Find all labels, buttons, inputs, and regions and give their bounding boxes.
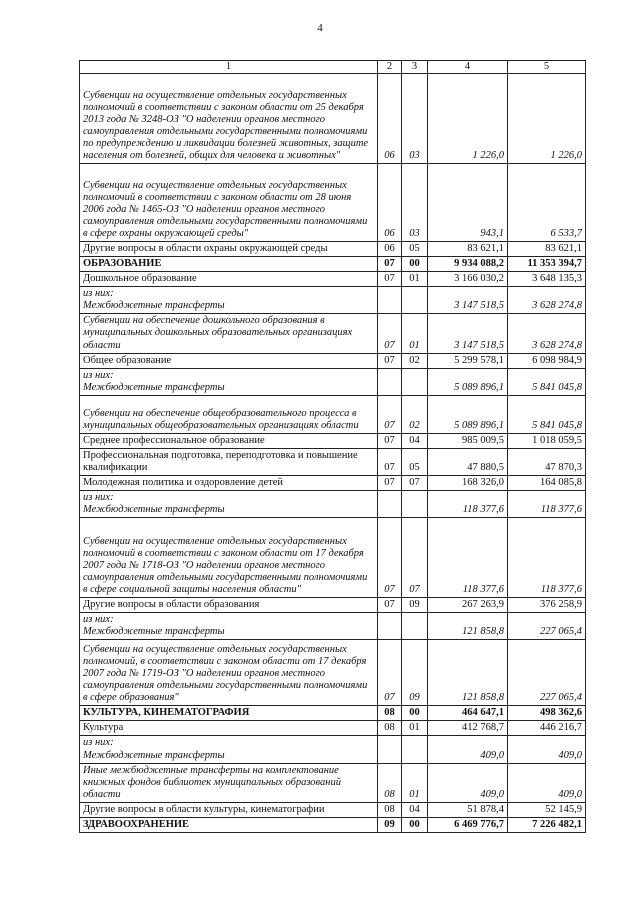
table-row xyxy=(80,491,586,518)
row-subsection-cell: 04 xyxy=(402,433,428,448)
row-subsection-cell: 09 xyxy=(402,598,428,613)
row-value-col5-cell: 227 065,4 xyxy=(508,613,586,640)
row-value-col4-cell: 121 858,8 xyxy=(428,640,508,706)
row-value-col4-cell: 5 089 896,1 xyxy=(428,368,508,395)
row-value-col4-cell: 1 226,0 xyxy=(428,74,508,164)
row-value-col4-cell: 409,0 xyxy=(428,736,508,763)
row-value-col4-cell: 6 469 776,7 xyxy=(428,817,508,832)
row-section-cell: 07 xyxy=(378,598,402,613)
table-body xyxy=(80,74,586,833)
row-value-col5-cell: 409,0 xyxy=(508,763,586,802)
row-section-cell: 07 xyxy=(378,475,402,490)
header-col-5: 5 xyxy=(508,61,586,74)
row-value-col5-cell: 376 258,9 xyxy=(508,598,586,613)
row-value-col5-cell: 164 085,8 xyxy=(508,475,586,490)
row-subsection-cell xyxy=(402,736,428,763)
row-subsection-cell xyxy=(402,491,428,518)
table-row xyxy=(80,353,586,368)
row-name-cell: КУЛЬТУРА, КИНЕМАТОГРАФИЯ xyxy=(80,706,378,721)
row-name-cell: из них: Межбюджетные трансферты xyxy=(80,287,378,314)
table-row xyxy=(80,368,586,395)
row-value-col4-cell: 121 858,8 xyxy=(428,613,508,640)
table-row xyxy=(80,736,586,763)
row-name-cell: Дошкольное образование xyxy=(80,272,378,287)
table-row xyxy=(80,314,586,353)
table-row xyxy=(80,518,586,598)
row-value-col4-cell: 9 934 088,2 xyxy=(428,257,508,272)
row-value-col5-cell: 3 648 135,3 xyxy=(508,272,586,287)
row-section-cell: 06 xyxy=(378,164,402,242)
row-name-cell: Другие вопросы в области охраны окружающей среды xyxy=(80,242,378,257)
header-col-4: 4 xyxy=(428,61,508,74)
row-value-col4-cell: 3 147 518,5 xyxy=(428,287,508,314)
row-name-cell: ЗДРАВООХРАНЕНИЕ xyxy=(80,817,378,832)
row-name-cell: из них: Межбюджетные трансферты xyxy=(80,736,378,763)
row-subsection-cell: 01 xyxy=(402,314,428,353)
row-subsection-cell: 02 xyxy=(402,395,428,433)
row-name-cell: ОБРАЗОВАНИЕ xyxy=(80,257,378,272)
row-subsection-cell: 01 xyxy=(402,763,428,802)
row-value-col5-cell: 227 065,4 xyxy=(508,640,586,706)
row-value-col4-cell: 83 621,1 xyxy=(428,242,508,257)
row-name-cell: Субвенции на обеспечение общеобразовательного процесса в муниципальных общеобразовательных организациях области xyxy=(80,395,378,433)
row-section-cell: 07 xyxy=(378,395,402,433)
row-section-cell: 06 xyxy=(378,242,402,257)
row-section-cell: 07 xyxy=(378,257,402,272)
row-value-col4-cell: 5 089 896,1 xyxy=(428,395,508,433)
row-name-cell: из них: Межбюджетные трансферты xyxy=(80,491,378,518)
table-row xyxy=(80,817,586,832)
row-section-cell xyxy=(378,736,402,763)
table-row xyxy=(80,433,586,448)
row-value-col5-cell: 47 870,3 xyxy=(508,448,586,475)
row-value-col5-cell: 52 145,9 xyxy=(508,802,586,817)
row-subsection-cell: 05 xyxy=(402,242,428,257)
row-value-col4-cell: 985 009,5 xyxy=(428,433,508,448)
row-subsection-cell: 00 xyxy=(402,706,428,721)
row-section-cell: 07 xyxy=(378,272,402,287)
row-section-cell: 08 xyxy=(378,706,402,721)
row-section-cell: 09 xyxy=(378,817,402,832)
row-name-cell: Субвенции на обеспечение дошкольного образования в муниципальных дошкольных образовательных организациях области xyxy=(80,314,378,353)
header-col-3: 3 xyxy=(402,61,428,74)
row-value-col4-cell: 5 299 578,1 xyxy=(428,353,508,368)
row-section-cell xyxy=(378,613,402,640)
row-value-col5-cell: 498 362,6 xyxy=(508,706,586,721)
row-subsection-cell: 04 xyxy=(402,802,428,817)
row-name-cell: Другие вопросы в области образования xyxy=(80,598,378,613)
row-value-col5-cell: 3 628 274,8 xyxy=(508,314,586,353)
row-value-col4-cell: 3 166 030,2 xyxy=(428,272,508,287)
header-col-2: 2 xyxy=(378,61,402,74)
row-value-col4-cell: 943,1 xyxy=(428,164,508,242)
row-section-cell: 08 xyxy=(378,721,402,736)
table-row xyxy=(80,395,586,433)
row-subsection-cell xyxy=(402,613,428,640)
row-section-cell: 08 xyxy=(378,802,402,817)
row-value-col5-cell: 83 621,1 xyxy=(508,242,586,257)
row-name-cell: Субвенции на осуществление отдельных государственных полномочий в соответствии с законом области от 25 декабря 2013 года № 3248-ОЗ "О наделении органов местного самоуправления отдельными государственными полномочиями по предупреждению и ликвидации болезней животных, защите населения от болезней, общих для человека и животных" xyxy=(80,74,378,164)
row-subsection-cell: 01 xyxy=(402,272,428,287)
row-value-col5-cell: 7 226 482,1 xyxy=(508,817,586,832)
row-value-col5-cell: 446 216,7 xyxy=(508,721,586,736)
row-value-col5-cell: 1 018 059,5 xyxy=(508,433,586,448)
row-value-col4-cell: 47 880,5 xyxy=(428,448,508,475)
row-subsection-cell: 07 xyxy=(402,475,428,490)
table-header-row xyxy=(80,61,586,74)
row-subsection-cell: 09 xyxy=(402,640,428,706)
row-name-cell: Профессиональная подготовка, переподготовка и повышение квалификации xyxy=(80,448,378,475)
table-row xyxy=(80,257,586,272)
row-value-col4-cell: 51 878,4 xyxy=(428,802,508,817)
table-row xyxy=(80,164,586,242)
row-name-cell: Иные межбюджетные трансферты на комплектование книжных фондов библиотек муниципальных образований области xyxy=(80,763,378,802)
row-value-col5-cell: 409,0 xyxy=(508,736,586,763)
row-subsection-cell: 00 xyxy=(402,257,428,272)
table-row xyxy=(80,242,586,257)
row-value-col5-cell: 1 226,0 xyxy=(508,74,586,164)
row-section-cell xyxy=(378,368,402,395)
row-value-col4-cell: 409,0 xyxy=(428,763,508,802)
row-value-col4-cell: 118 377,6 xyxy=(428,518,508,598)
page-number: 4 xyxy=(317,22,323,34)
budget-table xyxy=(79,60,586,833)
row-section-cell xyxy=(378,491,402,518)
row-name-cell: из них: Межбюджетные трансферты xyxy=(80,613,378,640)
table-row xyxy=(80,802,586,817)
row-section-cell: 07 xyxy=(378,640,402,706)
row-section-cell: 07 xyxy=(378,433,402,448)
row-section-cell: 07 xyxy=(378,353,402,368)
row-subsection-cell: 00 xyxy=(402,817,428,832)
row-name-cell: Субвенции на осуществление отдельных государственных полномочий в соответствии с законом области от 28 июня 2006 года № 1465-ОЗ "О наделении органов местного самоуправления отдельными государственными полномочиями в сфере охраны окружающей среды" xyxy=(80,164,378,242)
table-row xyxy=(80,475,586,490)
row-section-cell: 07 xyxy=(378,518,402,598)
row-section-cell: 07 xyxy=(378,448,402,475)
table-row xyxy=(80,448,586,475)
row-name-cell: Общее образование xyxy=(80,353,378,368)
row-name-cell: Субвенции на осуществление отдельных государственных полномочий в соответствии с законом области от 17 декабря 2007 года № 1718-ОЗ "О наделении органов местного самоуправления отдельными государственными полномочиями в сфере социальной защиты населения области" xyxy=(80,518,378,598)
row-subsection-cell: 01 xyxy=(402,721,428,736)
row-section-cell xyxy=(378,287,402,314)
header-col-1: 1 xyxy=(80,61,378,74)
row-value-col5-cell: 3 628 274,8 xyxy=(508,287,586,314)
row-value-col5-cell: 118 377,6 xyxy=(508,518,586,598)
table-row xyxy=(80,763,586,802)
row-value-col5-cell: 6 098 984,9 xyxy=(508,353,586,368)
row-section-cell: 07 xyxy=(378,314,402,353)
row-value-col4-cell: 3 147 518,5 xyxy=(428,314,508,353)
row-value-col5-cell: 5 841 045,8 xyxy=(508,395,586,433)
table-row xyxy=(80,287,586,314)
row-value-col4-cell: 267 263,9 xyxy=(428,598,508,613)
row-subsection-cell: 03 xyxy=(402,164,428,242)
row-name-cell: Культура xyxy=(80,721,378,736)
row-name-cell: Субвенции на осуществление отдельных государственных полномочий, в соответствии с законом области от 17 декабря 2007 года № 1719-ОЗ "О наделении органов местного самоуправления отдельными государственными полномочиями в сфере образования" xyxy=(80,640,378,706)
row-subsection-cell: 03 xyxy=(402,74,428,164)
row-value-col4-cell: 118 377,6 xyxy=(428,491,508,518)
row-name-cell: Другие вопросы в области культуры, кинематографии xyxy=(80,802,378,817)
row-subsection-cell: 07 xyxy=(402,518,428,598)
table-row xyxy=(80,598,586,613)
table-row xyxy=(80,721,586,736)
row-name-cell: из них: Межбюджетные трансферты xyxy=(80,368,378,395)
row-subsection-cell xyxy=(402,368,428,395)
row-value-col4-cell: 412 768,7 xyxy=(428,721,508,736)
row-value-col4-cell: 464 647,1 xyxy=(428,706,508,721)
table-row xyxy=(80,74,586,164)
row-value-col5-cell: 11 353 394,7 xyxy=(508,257,586,272)
table-row xyxy=(80,613,586,640)
row-value-col5-cell: 5 841 045,8 xyxy=(508,368,586,395)
row-section-cell: 06 xyxy=(378,74,402,164)
table-row xyxy=(80,272,586,287)
row-name-cell: Молодежная политика и оздоровление детей xyxy=(80,475,378,490)
row-name-cell: Среднее профессиональное образование xyxy=(80,433,378,448)
table-row xyxy=(80,640,586,706)
row-subsection-cell: 02 xyxy=(402,353,428,368)
row-value-col5-cell: 118 377,6 xyxy=(508,491,586,518)
row-value-col5-cell: 6 533,7 xyxy=(508,164,586,242)
row-value-col4-cell: 168 326,0 xyxy=(428,475,508,490)
row-subsection-cell: 05 xyxy=(402,448,428,475)
table-row xyxy=(80,706,586,721)
row-section-cell: 08 xyxy=(378,763,402,802)
row-subsection-cell xyxy=(402,287,428,314)
